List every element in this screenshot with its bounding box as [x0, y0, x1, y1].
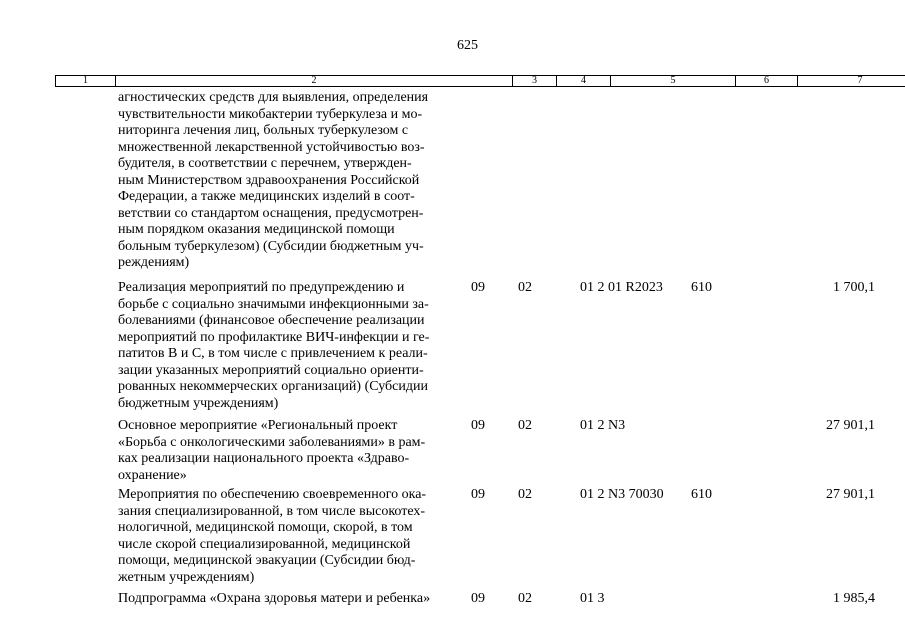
description-line: борьбе с социально значимыми инфекционными за- — [118, 296, 429, 312]
description-line: Реализация мероприятий по предупреждению и — [118, 280, 405, 295]
header-col-3: 3 — [513, 76, 557, 86]
description-line: ным Министерством здравоохранения Российской — [118, 172, 420, 188]
page-number: 625 — [457, 38, 478, 53]
description-line: Мероприятия по обеспечению своевременного ока- — [118, 487, 427, 502]
description-line: чувствительности микобактерии туберкулеза и мо- — [118, 106, 423, 122]
amount: 1 985,4 — [833, 591, 875, 606]
header-col-7: 7 — [857, 75, 863, 86]
description-line: ниторинга лечения лиц, больных туберкулезом с — [118, 123, 409, 138]
target-item-code: 01 2 N3 — [580, 418, 626, 433]
description-line: ветствии со стандартом оснащения, предусмотрен- — [118, 205, 424, 221]
header-col-1: 1 — [56, 76, 116, 86]
target-item-code: 01 3 — [580, 591, 605, 606]
section-code: 09 — [471, 418, 485, 433]
description-line: патитов В и С, в том числе с привлечением к реали- — [118, 346, 428, 361]
description-line: больным туберкулезом) (Субсидии бюджетным уч- — [118, 238, 424, 254]
subsection-code: 02 — [518, 487, 532, 502]
description-line: бюджетным учреждениям) — [118, 395, 279, 411]
description-line: реждениям) — [118, 255, 190, 270]
header-col-6: 6 — [736, 76, 798, 86]
subsection-code: 02 — [518, 280, 532, 295]
target-item-code: 01 2 01 R2023 — [580, 280, 663, 295]
description-line: болеваниями (финансовое обеспечение реализации — [118, 313, 425, 328]
description-line: Федерации, а также медицинских изделий в соот- — [118, 189, 415, 204]
description-line: Подпрограмма «Охрана здоровья матери и ребенка» — [118, 591, 431, 606]
description-line: рованных некоммерческих организаций) (Субсидии — [118, 379, 428, 394]
row-description — [118, 418, 460, 484]
row-description — [118, 90, 460, 272]
section-code: 09 — [471, 280, 485, 295]
description-line: нологичной, медицинской помощи, скорой, в том — [118, 520, 413, 535]
section-code: 09 — [471, 487, 485, 502]
description-line: зации указанных мероприятий социально ориенти- — [118, 362, 424, 378]
table-header — [55, 75, 905, 87]
amount: 27 901,1 — [826, 487, 875, 502]
header-col-2: 2 — [116, 76, 513, 86]
row-description — [118, 487, 460, 586]
description-line: будителя, в соответствии с перечнем, утвержден- — [118, 156, 412, 171]
target-item-code: 01 2 N3 70030 — [580, 487, 664, 502]
description-line: «Борьба с онкологическими заболеваниями» в рам- — [118, 434, 426, 450]
subsection-code: 02 — [518, 418, 532, 433]
row-description — [118, 280, 460, 412]
description-line: ках реализации национального проекта «Здраво- — [118, 451, 410, 466]
amount: 1 700,1 — [833, 280, 875, 295]
header-col-4: 4 — [557, 76, 611, 86]
amount: 27 901,1 — [826, 418, 875, 433]
description-line: мероприятий по профилактике ВИЧ-инфекции и ге- — [118, 329, 430, 345]
section-code: 09 — [471, 591, 485, 606]
expense-type-code: 610 — [691, 280, 712, 295]
header-col-5: 5 — [611, 76, 736, 86]
description-line: Основное мероприятие «Региональный проект — [118, 418, 398, 433]
description-line: ным порядком оказания медицинской помощи — [118, 222, 395, 237]
description-line: зания специализированной, в том числе высокотех- — [118, 503, 426, 519]
description-line: жетным учреждениям) — [118, 569, 255, 585]
expense-type-code: 610 — [691, 487, 712, 502]
description-line: числе скорой специализированной, медицинской — [118, 536, 411, 552]
row-description — [118, 591, 460, 608]
description-line: агностических средств для выявления, определения — [118, 90, 429, 105]
description-line: множественной лекарственной устойчивостью воз- — [118, 139, 425, 155]
description-line: охранение» — [118, 467, 187, 483]
description-line: помощи, медицинской эвакуации (Субсидии бюд- — [118, 553, 416, 568]
subsection-code: 02 — [518, 591, 532, 606]
